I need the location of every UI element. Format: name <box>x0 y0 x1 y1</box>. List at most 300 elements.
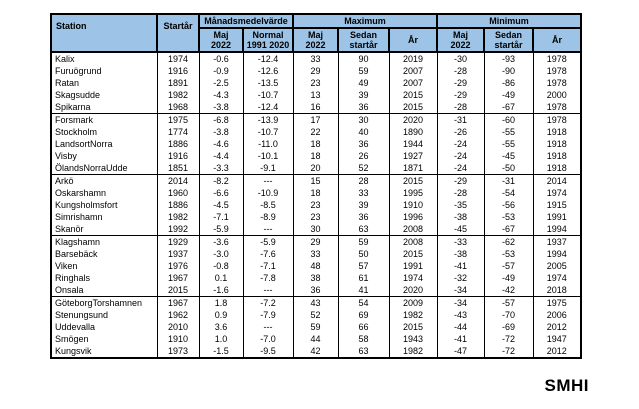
table-row <box>51 211 581 223</box>
table-row <box>51 175 581 188</box>
value-cell: 2015 <box>389 248 437 260</box>
value-cell: 61 <box>338 272 389 284</box>
value-cell: 1978 <box>533 77 581 89</box>
value-cell: 2015 <box>389 175 437 188</box>
value-cell: -29 <box>437 175 484 188</box>
value-cell: -70 <box>484 309 533 321</box>
value-cell: -49 <box>484 89 533 101</box>
value-cell: 1947 <box>533 333 581 345</box>
table-row <box>51 236 581 249</box>
value-cell: 63 <box>338 345 389 358</box>
value-cell: 1927 <box>389 150 437 162</box>
station-name-cell: Onsala <box>51 284 157 297</box>
value-cell: --- <box>243 223 293 236</box>
table-row <box>51 321 581 333</box>
value-cell: 2008 <box>389 223 437 236</box>
table-row <box>51 260 581 272</box>
value-cell: -8.5 <box>243 199 293 211</box>
value-cell: -56 <box>484 199 533 211</box>
value-cell: 1.0 <box>199 333 243 345</box>
value-cell: -34 <box>437 297 484 310</box>
value-cell: -47 <box>437 345 484 358</box>
value-cell: 1929 <box>157 236 199 249</box>
value-cell: -7.1 <box>243 260 293 272</box>
value-cell: -29 <box>437 77 484 89</box>
value-cell: 1978 <box>533 52 581 65</box>
value-cell: -28 <box>437 65 484 77</box>
col-header-max-maj-2022 <box>293 28 338 52</box>
value-cell: 49 <box>338 77 389 89</box>
value-cell: 1886 <box>157 199 199 211</box>
value-cell: 13 <box>293 89 338 101</box>
value-cell: -5.9 <box>199 223 243 236</box>
value-cell: 2006 <box>533 309 581 321</box>
value-cell: -0.8 <box>199 260 243 272</box>
value-cell: 57 <box>338 260 389 272</box>
value-cell: -30 <box>437 52 484 65</box>
subheader-line: Sedan <box>350 30 378 40</box>
value-cell: 2014 <box>533 175 581 188</box>
value-cell: 1967 <box>157 297 199 310</box>
subheader-line: 2022 <box>305 40 326 50</box>
value-cell: -0.9 <box>199 65 243 77</box>
value-cell: -12.4 <box>243 101 293 114</box>
value-cell: -7.0 <box>243 333 293 345</box>
table-row <box>51 162 581 175</box>
value-cell: 63 <box>338 223 389 236</box>
value-cell: -93 <box>484 52 533 65</box>
value-cell: 1944 <box>389 138 437 150</box>
table-row <box>51 309 581 321</box>
value-cell: 44 <box>293 333 338 345</box>
value-cell: -38 <box>437 248 484 260</box>
station-name-cell: Smögen <box>51 333 157 345</box>
value-cell: 1995 <box>389 187 437 199</box>
table-row <box>51 297 581 310</box>
subheader-line: startår <box>349 40 378 50</box>
value-cell: -90 <box>484 65 533 77</box>
value-cell: 1916 <box>157 150 199 162</box>
value-cell: 1974 <box>533 187 581 199</box>
value-cell: 1918 <box>533 126 581 138</box>
value-cell: -3.8 <box>199 126 243 138</box>
station-name-cell: Arkö <box>51 175 157 188</box>
value-cell: 23 <box>293 211 338 223</box>
col-header-min-maj-2022 <box>437 28 484 52</box>
value-cell: 1974 <box>389 272 437 284</box>
value-cell: 36 <box>293 284 338 297</box>
value-cell: 1982 <box>157 211 199 223</box>
value-cell: 48 <box>293 260 338 272</box>
table-row <box>51 77 581 89</box>
value-cell: -72 <box>484 333 533 345</box>
value-cell: -41 <box>437 333 484 345</box>
value-cell: -29 <box>437 89 484 101</box>
col-header-min-ar <box>533 28 581 52</box>
value-cell: -24 <box>437 162 484 175</box>
value-cell: -60 <box>484 114 533 127</box>
subheader-line: startår <box>494 40 523 50</box>
table-header <box>51 14 581 52</box>
value-cell: 2018 <box>533 284 581 297</box>
value-cell: -7.2 <box>243 297 293 310</box>
value-cell: 2020 <box>389 114 437 127</box>
value-cell: 54 <box>338 297 389 310</box>
group-header-maximum: Maximum <box>293 14 437 28</box>
value-cell: 17 <box>293 114 338 127</box>
station-name-cell: Stockholm <box>51 126 157 138</box>
value-cell: 28 <box>338 175 389 188</box>
smhi-logo: SMHI <box>544 376 589 395</box>
value-cell: 1916 <box>157 65 199 77</box>
value-cell: 39 <box>338 199 389 211</box>
value-cell: 33 <box>293 52 338 65</box>
value-cell: 69 <box>338 309 389 321</box>
value-cell: 1910 <box>157 333 199 345</box>
value-cell: 0.1 <box>199 272 243 284</box>
value-cell: 1982 <box>389 309 437 321</box>
col-header-startar: Startår <box>157 14 199 52</box>
table-row <box>51 272 581 284</box>
table-row <box>51 101 581 114</box>
value-cell: 33 <box>338 187 389 199</box>
table-row <box>51 248 581 260</box>
value-cell: 2015 <box>157 284 199 297</box>
value-cell: 1996 <box>389 211 437 223</box>
station-name-cell: Simrishamn <box>51 211 157 223</box>
value-cell: 2005 <box>533 260 581 272</box>
station-name-cell: Skanör <box>51 223 157 236</box>
value-cell: -7.8 <box>243 272 293 284</box>
value-cell: -42 <box>484 284 533 297</box>
station-name-cell: Kalix <box>51 52 157 65</box>
value-cell: 20 <box>293 162 338 175</box>
value-cell: -1.5 <box>199 345 243 358</box>
value-cell: -49 <box>484 272 533 284</box>
value-cell: -31 <box>437 114 484 127</box>
table-row <box>51 89 581 101</box>
value-cell: 30 <box>338 114 389 127</box>
value-cell: -11.0 <box>243 138 293 150</box>
subheader-line: Normal <box>252 30 284 40</box>
value-cell: 1982 <box>157 89 199 101</box>
station-name-cell: Klagshamn <box>51 236 157 249</box>
station-name-cell: Forsmark <box>51 114 157 127</box>
value-cell: 1974 <box>533 272 581 284</box>
value-cell: 23 <box>293 199 338 211</box>
station-name-cell: Ringhals <box>51 272 157 284</box>
value-cell: -13.5 <box>243 77 293 89</box>
station-name-cell: Oskarshamn <box>51 187 157 199</box>
value-cell: 1974 <box>157 52 199 65</box>
value-cell: 1991 <box>389 260 437 272</box>
value-cell: -53 <box>484 248 533 260</box>
value-cell: -31 <box>484 175 533 188</box>
value-cell: -55 <box>484 138 533 150</box>
col-header-max-sedan-startar <box>338 28 389 52</box>
value-cell: -10.1 <box>243 150 293 162</box>
value-cell: 2007 <box>389 65 437 77</box>
value-cell: 52 <box>338 162 389 175</box>
value-cell: --- <box>243 321 293 333</box>
value-cell: -45 <box>484 150 533 162</box>
value-cell: --- <box>243 284 293 297</box>
value-cell: 2019 <box>389 52 437 65</box>
station-name-cell: Visby <box>51 150 157 162</box>
value-cell: -10.7 <box>243 89 293 101</box>
value-cell: -2.5 <box>199 77 243 89</box>
value-cell: -5.9 <box>243 236 293 249</box>
table-row <box>51 138 581 150</box>
table-row <box>51 333 581 345</box>
station-name-cell: Stenungsund <box>51 309 157 321</box>
value-cell: -4.3 <box>199 89 243 101</box>
value-cell: -4.6 <box>199 138 243 150</box>
value-cell: -8.9 <box>243 211 293 223</box>
value-cell: 15 <box>293 175 338 188</box>
value-cell: 22 <box>293 126 338 138</box>
value-cell: 59 <box>293 321 338 333</box>
value-cell: 2020 <box>389 284 437 297</box>
value-cell: 1975 <box>157 114 199 127</box>
value-cell: 40 <box>338 126 389 138</box>
value-cell: -10.9 <box>243 187 293 199</box>
table-row <box>51 223 581 236</box>
subheader-line: Maj <box>308 30 324 40</box>
value-cell: 26 <box>338 150 389 162</box>
value-cell: 2015 <box>389 101 437 114</box>
value-cell: -24 <box>437 138 484 150</box>
value-cell: 1943 <box>389 333 437 345</box>
value-cell: -0.6 <box>199 52 243 65</box>
value-cell: 39 <box>338 89 389 101</box>
value-cell: -9.5 <box>243 345 293 358</box>
value-cell: 1937 <box>157 248 199 260</box>
value-cell: 1886 <box>157 138 199 150</box>
table-row <box>51 52 581 65</box>
value-cell: 2007 <box>389 77 437 89</box>
value-cell: 1890 <box>389 126 437 138</box>
value-cell: 1978 <box>533 114 581 127</box>
subheader-line: Sedan <box>495 30 523 40</box>
value-cell: 18 <box>293 187 338 199</box>
value-cell: 1968 <box>157 101 199 114</box>
value-cell: 1967 <box>157 272 199 284</box>
subheader-line: Maj <box>213 30 229 40</box>
value-cell: -28 <box>437 187 484 199</box>
value-cell: 1978 <box>533 101 581 114</box>
value-cell: 1891 <box>157 77 199 89</box>
value-cell: 42 <box>293 345 338 358</box>
subheader-line: År <box>408 35 419 45</box>
table-row <box>51 284 581 297</box>
subheader-line: 2022 <box>210 40 232 50</box>
value-cell: -12.4 <box>243 52 293 65</box>
value-cell: -50 <box>484 162 533 175</box>
value-cell: -3.6 <box>199 236 243 249</box>
value-cell: 36 <box>338 101 389 114</box>
value-cell: 1973 <box>157 345 199 358</box>
value-cell: -67 <box>484 101 533 114</box>
value-cell: -32 <box>437 272 484 284</box>
col-header-mm-maj-2022 <box>199 28 243 52</box>
value-cell: 1991 <box>533 211 581 223</box>
table-row <box>51 150 581 162</box>
value-cell: -28 <box>437 101 484 114</box>
value-cell: 1910 <box>389 199 437 211</box>
value-cell: -3.0 <box>199 248 243 260</box>
value-cell: 2015 <box>389 321 437 333</box>
value-cell: 2012 <box>533 321 581 333</box>
station-name-cell: Spikarna <box>51 101 157 114</box>
value-cell: -55 <box>484 126 533 138</box>
value-cell: 1962 <box>157 309 199 321</box>
value-cell: -7.1 <box>199 211 243 223</box>
station-name-cell: Uddevalla <box>51 321 157 333</box>
value-cell: 16 <box>293 101 338 114</box>
col-header-max-ar <box>389 28 437 52</box>
value-cell: 1918 <box>533 162 581 175</box>
value-cell: -6.8 <box>199 114 243 127</box>
value-cell: -13.9 <box>243 114 293 127</box>
station-name-cell: Ratan <box>51 77 157 89</box>
value-cell: -43 <box>437 309 484 321</box>
value-cell: -45 <box>437 223 484 236</box>
value-cell: -33 <box>437 236 484 249</box>
value-cell: -35 <box>437 199 484 211</box>
value-cell: 50 <box>338 248 389 260</box>
header-row-groups <box>51 14 581 28</box>
table-row <box>51 187 581 199</box>
table-body <box>51 52 581 358</box>
value-cell: -54 <box>484 187 533 199</box>
value-cell: 36 <box>338 138 389 150</box>
value-cell: -44 <box>437 321 484 333</box>
table-row <box>51 345 581 358</box>
value-cell: -3.3 <box>199 162 243 175</box>
value-cell: 1.8 <box>199 297 243 310</box>
station-name-cell: Viken <box>51 260 157 272</box>
value-cell: -26 <box>437 126 484 138</box>
station-statistics-table <box>50 13 582 359</box>
value-cell: 1918 <box>533 138 581 150</box>
value-cell: -69 <box>484 321 533 333</box>
value-cell: -10.7 <box>243 126 293 138</box>
subheader-line: 2022 <box>450 40 471 50</box>
value-cell: 23 <box>293 77 338 89</box>
value-cell: --- <box>243 175 293 188</box>
value-cell: -72 <box>484 345 533 358</box>
value-cell: 1975 <box>533 297 581 310</box>
value-cell: 30 <box>293 223 338 236</box>
table-row <box>51 65 581 77</box>
station-name-cell: Kungsvik <box>51 345 157 358</box>
value-cell: 1978 <box>533 65 581 77</box>
value-cell: 1918 <box>533 150 581 162</box>
value-cell: 1960 <box>157 187 199 199</box>
value-cell: 2010 <box>157 321 199 333</box>
station-name-cell: Kungsholmsfort <box>51 199 157 211</box>
value-cell: 1915 <box>533 199 581 211</box>
value-cell: 18 <box>293 138 338 150</box>
value-cell: 36 <box>338 211 389 223</box>
value-cell: 1851 <box>157 162 199 175</box>
value-cell: 2014 <box>157 175 199 188</box>
value-cell: 58 <box>338 333 389 345</box>
value-cell: -12.6 <box>243 65 293 77</box>
value-cell: -6.6 <box>199 187 243 199</box>
value-cell: 1871 <box>389 162 437 175</box>
value-cell: 41 <box>338 284 389 297</box>
value-cell: 1992 <box>157 223 199 236</box>
value-cell: -7.6 <box>243 248 293 260</box>
station-name-cell: LandsortNorra <box>51 138 157 150</box>
value-cell: -57 <box>484 297 533 310</box>
station-name-cell: Furuögrund <box>51 65 157 77</box>
value-cell: 2008 <box>389 236 437 249</box>
value-cell: -3.8 <box>199 101 243 114</box>
value-cell: 38 <box>293 272 338 284</box>
value-cell: 2015 <box>389 89 437 101</box>
value-cell: -57 <box>484 260 533 272</box>
value-cell: -4.5 <box>199 199 243 211</box>
value-cell: -86 <box>484 77 533 89</box>
value-cell: 2000 <box>533 89 581 101</box>
value-cell: -9.1 <box>243 162 293 175</box>
value-cell: 1774 <box>157 126 199 138</box>
station-name-cell: GöteborgTorshamnen <box>51 297 157 310</box>
value-cell: -4.4 <box>199 150 243 162</box>
group-header-manadsmedelvarde: Månadsmedelvärde <box>199 14 293 28</box>
subheader-line: År <box>552 35 563 45</box>
value-cell: -41 <box>437 260 484 272</box>
subheader-line: 1991 2020 <box>246 40 290 50</box>
group-header-minimum: Minimum <box>437 14 581 28</box>
value-cell: -62 <box>484 236 533 249</box>
value-cell: -34 <box>437 284 484 297</box>
value-cell: -1.6 <box>199 284 243 297</box>
value-cell: -24 <box>437 150 484 162</box>
col-header-station: Station <box>51 14 157 52</box>
station-name-cell: Barsebäck <box>51 248 157 260</box>
value-cell: 3.6 <box>199 321 243 333</box>
subheader-line: Maj <box>453 30 469 40</box>
value-cell: 18 <box>293 150 338 162</box>
value-cell: 0.9 <box>199 309 243 321</box>
value-cell: -38 <box>437 211 484 223</box>
table-row <box>51 114 581 127</box>
value-cell: -8.2 <box>199 175 243 188</box>
value-cell: -7.9 <box>243 309 293 321</box>
col-header-min-sedan-startar <box>484 28 533 52</box>
col-header-mm-normal <box>243 28 293 52</box>
value-cell: -53 <box>484 211 533 223</box>
value-cell: 29 <box>293 65 338 77</box>
value-cell: 66 <box>338 321 389 333</box>
table-row <box>51 199 581 211</box>
value-cell: 2012 <box>533 345 581 358</box>
value-cell: 59 <box>338 236 389 249</box>
value-cell: 52 <box>293 309 338 321</box>
value-cell: 43 <box>293 297 338 310</box>
value-cell: 1937 <box>533 236 581 249</box>
table-row <box>51 126 581 138</box>
value-cell: 1994 <box>533 223 581 236</box>
value-cell: 1982 <box>389 345 437 358</box>
value-cell: 29 <box>293 236 338 249</box>
value-cell: 59 <box>338 65 389 77</box>
value-cell: 33 <box>293 248 338 260</box>
